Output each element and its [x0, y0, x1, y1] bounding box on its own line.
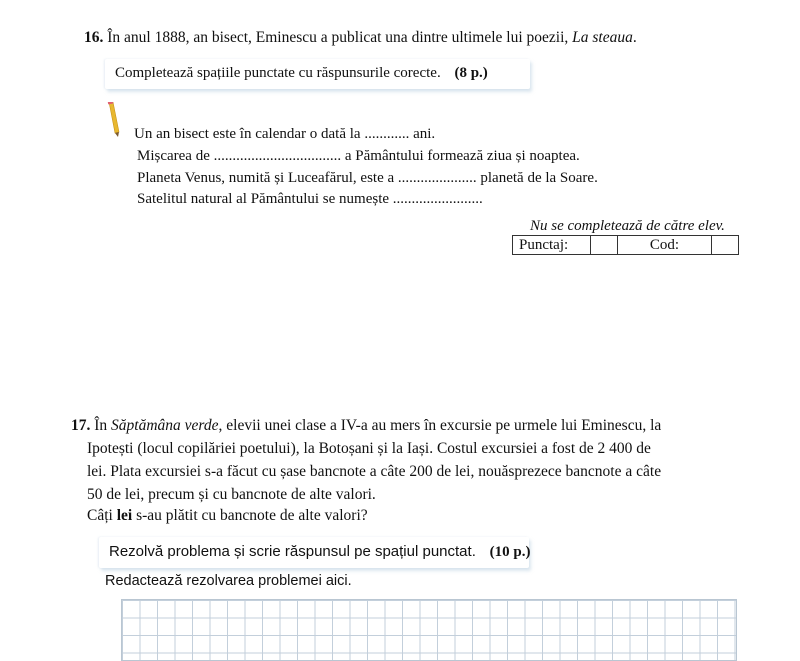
q16-instruction-box — [105, 59, 530, 89]
q17-line-4: 50 de lei, precum și cu bancnote de alte valori. — [87, 486, 376, 503]
q16-instruction: Completează spațiile punctate cu răspunsurile corecte. — [115, 65, 441, 81]
q17-question-post: s-au plătit cu bancnote de alte valori? — [136, 507, 368, 524]
q17-question — [87, 505, 721, 527]
q16-text-end: . — [632, 29, 637, 46]
cod-cell[interactable] — [712, 236, 739, 255]
q17-question-pre: Câți — [87, 507, 113, 524]
q17-work-label: Redactează rezolvarea problemei aici. — [105, 573, 352, 589]
score-note: Nu se completează de către elev. — [530, 218, 725, 234]
q17-line-1-rest: , elevii unei clase a IV-a au mers în excursie pe urmele lui Eminescu, la — [218, 417, 662, 434]
q17-line-1 — [71, 415, 721, 437]
score-table — [512, 235, 739, 255]
q16-points: (8 p.) — [454, 65, 488, 81]
q17-question-bold: lei — [116, 507, 133, 524]
q16-line-2: Mișcarea de .................................. a Pământului formează ziua și noaptea. — [137, 148, 580, 164]
q17-paragraph — [71, 415, 721, 527]
punctaj-label: Punctaj: — [513, 236, 591, 255]
q16-line-3: Planeta Venus, numită și Luceafărul, este a ..................... planetă de la Soare. — [137, 170, 598, 186]
q16-number: 16. — [84, 29, 104, 46]
q16-text: În anul 1888, an bisect, Eminescu a publicat una dintre ultimele lui poezii, — [107, 29, 569, 46]
q17-line-3: lei. Plata excursiei s-a făcut cu șase bancnote a câte 200 de lei, nouăsprezece bancnote a câte — [87, 463, 662, 480]
q17-line-2: Ipotești (locul copilăriei poetului), la Botoșani și la Iași. Costul excursiei a fost de 2 400 de — [87, 440, 651, 457]
q17-points: (10 p.) — [489, 544, 531, 560]
q16-heading — [84, 27, 637, 49]
q16-line-4: Satelitul natural al Pământului se numește ........................ — [137, 191, 483, 207]
q17-italic-phrase: Săptămâna verde — [111, 417, 219, 434]
q16-poem-title: La steaua — [572, 29, 633, 46]
q17-instruction: Rezolvă problema și scrie răspunsul pe spațiul punctat. — [109, 543, 476, 560]
q17-intro: În — [94, 417, 108, 434]
answer-grid[interactable] — [121, 599, 737, 661]
punctaj-cell[interactable] — [591, 236, 618, 255]
q17-instruction-box — [99, 537, 529, 568]
q17-number: 17. — [71, 417, 91, 434]
q16-line-1: Un an bisect este în calendar o dată la ............ ani. — [134, 126, 436, 142]
cod-label: Cod: — [618, 236, 712, 255]
pencil-icon — [106, 102, 120, 138]
